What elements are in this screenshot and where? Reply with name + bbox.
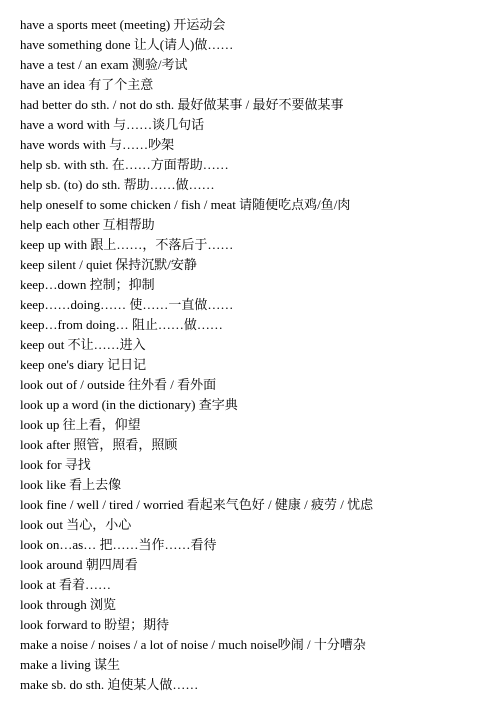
list-item: keep…from doing… 阻止……做…… — [20, 317, 223, 332]
list-item: make a noise / noises / a lot of noise / much noise吵闹 / 十分嘈杂 — [20, 637, 366, 652]
phrase-list — [20, 15, 496, 695]
list-item: have something done 让人(请人)做…… — [20, 37, 234, 52]
list-item: look like 看上去像 — [20, 477, 122, 492]
list-item: help sb. (to) do sth. 帮助……做…… — [20, 177, 215, 192]
list-item: look up a word (in the dictionary) 查字典 — [20, 397, 238, 412]
list-item: have a sports meet (meeting) 开运动会 — [20, 17, 226, 32]
list-item: have a word with 与……谈几句话 — [20, 117, 205, 132]
list-item: have words with 与……吵架 — [20, 137, 175, 152]
list-item: help oneself to some chicken / fish / meat 请随便吃点鸡/鱼/肉 — [20, 197, 351, 212]
list-item: help each other 互相帮助 — [20, 217, 155, 232]
list-item: look around 朝四周看 — [20, 557, 138, 572]
list-item: look at 看着…… — [20, 577, 111, 592]
list-item: look fine / well / tired / worried 看起来气色好 / 健康 / 疲劳 / 忧虑 — [20, 497, 374, 512]
list-item: keep one's diary 记日记 — [20, 357, 147, 372]
list-item: keep silent / quiet 保持沉默/安静 — [20, 257, 197, 272]
list-item: make a living 谋生 — [20, 657, 121, 672]
list-item: have an idea 有了个主意 — [20, 77, 154, 92]
list-item: look forward to 盼望；期待 — [20, 617, 170, 632]
list-item: look out 当心，小心 — [20, 517, 132, 532]
list-item: keep…down 控制；抑制 — [20, 277, 155, 292]
list-item: look out of / outside 往外看 / 看外面 — [20, 377, 217, 392]
list-item: make sb. do sth. 迫使某人做…… — [20, 677, 199, 692]
list-item: look up 往上看，仰望 — [20, 417, 141, 432]
list-item: had better do sth. / not do sth. 最好做某事 / 最好不要做某事 — [20, 97, 344, 112]
list-item: keep out 不让……进入 — [20, 337, 146, 352]
list-item: look after 照管，照看，照顾 — [20, 437, 178, 452]
list-item: keep……doing…… 使……一直做…… — [20, 297, 234, 312]
list-item: look through 浏览 — [20, 597, 117, 612]
list-item: keep up with 跟上……，不落后于…… — [20, 237, 234, 252]
list-item: look on…as… 把……当作……看待 — [20, 537, 217, 552]
list-item: help sb. with sth. 在……方面帮助…… — [20, 157, 229, 172]
list-item: have a test / an exam 测验/考试 — [20, 57, 188, 72]
list-item: look for 寻找 — [20, 457, 91, 472]
